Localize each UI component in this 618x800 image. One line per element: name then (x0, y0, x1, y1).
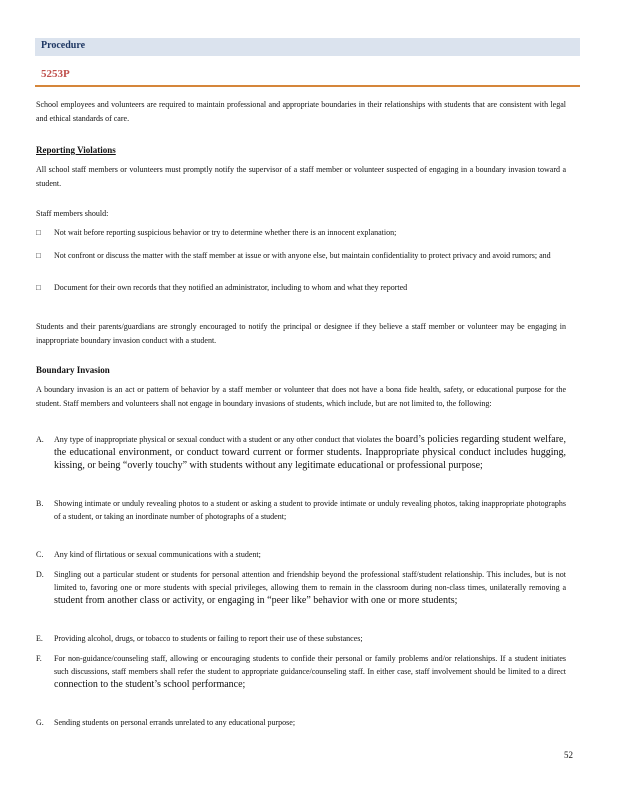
bullet-item (36, 249, 566, 263)
list-marker: G. (36, 718, 44, 727)
list-text-part: For non-guidance/counseling staff, allowing or encouraging students to confide their personal or family problems and/or relationships. If a student initiates such discussions, staff members shall refer the student to appropriate guidance/counseling staff. In either case, staff involvement should be limited to a direct (54, 654, 566, 676)
boundary-heading: Boundary Invasion (36, 365, 110, 375)
page-number: 52 (564, 750, 573, 760)
list-text (54, 652, 566, 691)
boundary-paragraph: A boundary invasion is an act or pattern of behavior by a staff member or volunteer that does not have a bona fide health, safety, or educational purpose for the student. Staff members and volunteers shall not engage in boundary invasions of students, which include, but are not limited to, the following: (36, 385, 566, 408)
list-text-large: connection to the student’s school performance; (54, 679, 246, 690)
list-item-b (36, 497, 566, 523)
list-text (54, 433, 566, 472)
procedure-label: Procedure (41, 40, 86, 51)
header-divider (35, 85, 580, 87)
list-item-c (36, 548, 566, 561)
reporting-heading: Reporting Violations (36, 145, 116, 155)
list-text-large: board’s policies regarding student welfare, the educational environment, or conduct toward current or former students. Inappropriate physical conduct includes hugging, kissing, or being “overly touchy” with students without any legitimate educational or professional purpose; (54, 434, 566, 471)
list-item-d (36, 568, 566, 607)
list-item-e (36, 632, 566, 645)
reporting-paragraph: All school staff members or volunteers must promptly notify the supervisor of a staff member or volunteer suspected of engaging in a boundary invasion toward a student. (36, 165, 566, 188)
checkbox-icon: □ (36, 228, 41, 237)
list-text-part: Any type of inappropriate physical or sexual conduct with a student or any other conduct that violates the (54, 435, 394, 444)
list-text (54, 568, 566, 607)
list-marker: A. (36, 435, 44, 444)
list-marker: F. (36, 654, 42, 663)
list-text-large: student from another class or activity, or engaging in “peer like” behavior with one or more students; (54, 595, 458, 606)
list-text: Sending students on personal errands unrelated to any educational purpose; (54, 718, 296, 727)
list-item-f (36, 652, 566, 691)
bullet-item (36, 281, 566, 295)
list-text: Showing intimate or unduly revealing photos to a student or asking a student to provide intimate or unduly revealing photos, taking inappropriate photographs of a student, or taking an inordinate number of photographs of a student; (54, 499, 566, 521)
list-text-part: Singling out a particular student or students for personal attention and friendship beyond the professional staff/student relationship. This includes, but is not limited to, favoring one or more students with special privileges, allowing them to remain in the classroom during non-class times, unilaterally removing a (54, 570, 566, 592)
intro-paragraph: School employees and volunteers are required to maintain professional and appropriate boundaries in their relationships with students that are consistent with legal and ethical standards of care. (36, 100, 566, 123)
list-marker: D. (36, 570, 44, 579)
procedure-header-bar (35, 38, 580, 56)
checkbox-icon: □ (36, 251, 41, 260)
staff-should-label: Staff members should: (36, 209, 109, 218)
bullet-text: Not wait before reporting suspicious behavior or try to determine whether there is an innocent explanation; (54, 228, 397, 237)
list-marker: B. (36, 499, 44, 508)
list-marker: C. (36, 550, 44, 559)
procedure-code: 5253P (41, 68, 70, 80)
list-item-g (36, 716, 566, 729)
list-marker: E. (36, 634, 43, 643)
bullet-item (36, 226, 566, 240)
bullet-text: Document for their own records that they notified an administrator, including to whom and what they reported (54, 283, 408, 292)
list-item-a (36, 433, 566, 472)
list-text: Any kind of flirtatious or sexual communications with a student; (54, 550, 261, 559)
bullet-text: Not confront or discuss the matter with the staff member at issue or with anyone else, but maintain confidentiality to protect privacy and avoid rumors; and (54, 251, 551, 260)
list-text: Providing alcohol, drugs, or tobacco to students or failing to report their use of these substances; (54, 634, 363, 643)
checkbox-icon: □ (36, 283, 41, 292)
students-paragraph: Students and their parents/guardians are strongly encouraged to notify the principal or designee if they believe a staff member or volunteer may be engaging in inappropriate boundary invasion conduct with a student. (36, 322, 566, 345)
